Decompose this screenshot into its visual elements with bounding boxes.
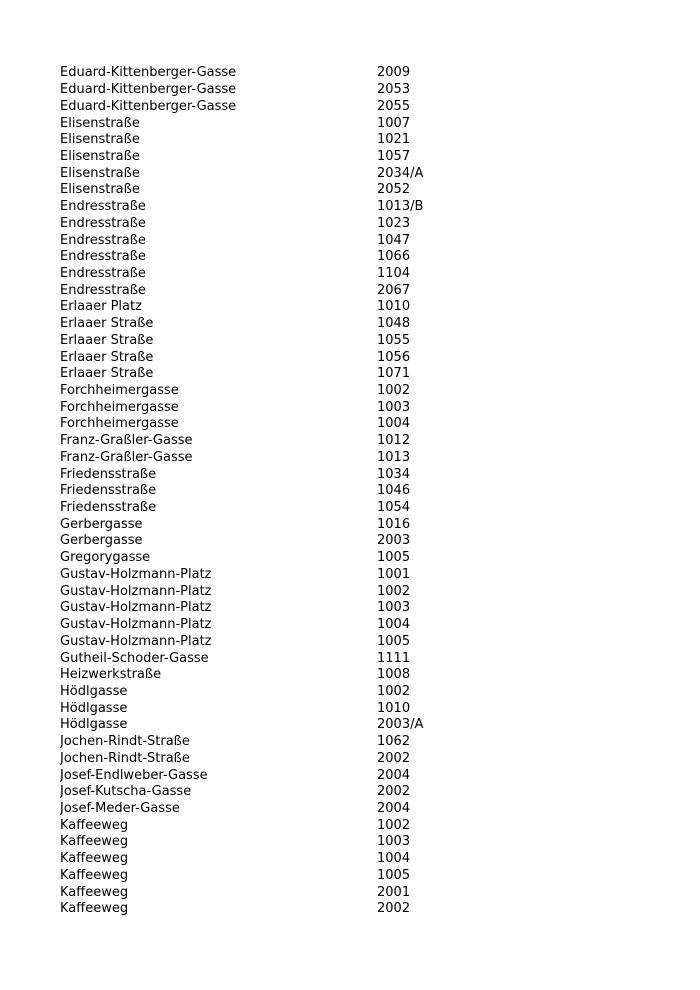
address-row — [60, 316, 660, 333]
house-number: 1013 — [377, 449, 411, 465]
street-name: Gutheil-Schoder-Gasse — [60, 650, 209, 666]
street-name: Kaffeeweg — [60, 834, 129, 850]
address-row — [60, 115, 660, 132]
house-number: 2034/A — [377, 165, 424, 181]
address-row — [60, 199, 660, 216]
street-name: Eduard-Kittenberger-Gasse — [60, 98, 237, 114]
address-row — [60, 333, 660, 350]
street-name: Forchheimergasse — [60, 399, 179, 415]
street-name: Gustav-Holzmann-Platz — [60, 600, 212, 616]
street-name: Hödlgasse — [60, 683, 128, 699]
address-row — [60, 82, 660, 99]
house-number: 1056 — [377, 349, 411, 365]
address-row — [60, 884, 660, 901]
house-number: 1057 — [377, 148, 411, 164]
street-name: Elisenstraße — [60, 148, 140, 164]
street-name: Josef-Kutscha-Gasse — [60, 784, 192, 800]
address-row — [60, 750, 660, 767]
address-row — [60, 700, 660, 717]
address-row — [60, 583, 660, 600]
address-list — [60, 65, 660, 918]
house-number: 1054 — [377, 500, 411, 516]
street-name: Erlaaer Straße — [60, 366, 154, 382]
house-number: 1001 — [377, 566, 411, 582]
street-name: Franz-Graßler-Gasse — [60, 449, 193, 465]
house-number: 1008 — [377, 667, 411, 683]
address-row — [60, 717, 660, 734]
street-name: Endresstraße — [60, 232, 146, 248]
house-number: 2052 — [377, 182, 411, 198]
address-row — [60, 98, 660, 115]
house-number: 1048 — [377, 316, 411, 332]
street-name: Jochen-Rindt-Straße — [60, 750, 190, 766]
street-name: Eduard-Kittenberger-Gasse — [60, 65, 237, 81]
house-number: 1071 — [377, 366, 411, 382]
street-name: Forchheimergasse — [60, 416, 179, 432]
street-name: Friedensstraße — [60, 483, 157, 499]
house-number: 2067 — [377, 282, 411, 298]
street-name: Elisenstraße — [60, 115, 140, 131]
address-row — [60, 868, 660, 885]
house-number: 1002 — [377, 817, 411, 833]
house-number: 1010 — [377, 299, 411, 315]
house-number: 1021 — [377, 132, 411, 148]
house-number: 1002 — [377, 683, 411, 699]
house-number: 2009 — [377, 65, 411, 81]
street-name: Erlaaer Platz — [60, 299, 142, 315]
street-name: Josef-Endlweber-Gasse — [60, 767, 208, 783]
house-number: 1055 — [377, 332, 411, 348]
address-row — [60, 633, 660, 650]
address-row — [60, 383, 660, 400]
address-row — [60, 433, 660, 450]
address-row — [60, 650, 660, 667]
address-row — [60, 901, 660, 918]
street-name: Gerbergasse — [60, 516, 143, 532]
street-name: Franz-Graßler-Gasse — [60, 433, 193, 449]
house-number: 1023 — [377, 215, 411, 231]
house-number: 2002 — [377, 784, 411, 800]
address-row — [60, 182, 660, 199]
address-row — [60, 165, 660, 182]
address-row — [60, 834, 660, 851]
street-name: Friedensstraße — [60, 500, 157, 516]
street-name: Gerbergasse — [60, 533, 143, 549]
street-name: Friedensstraße — [60, 466, 157, 482]
address-row — [60, 282, 660, 299]
house-number: 1003 — [377, 834, 411, 850]
house-number: 1004 — [377, 617, 411, 633]
address-row — [60, 784, 660, 801]
house-number: 1005 — [377, 867, 411, 883]
house-number: 1002 — [377, 583, 411, 599]
house-number: 1010 — [377, 700, 411, 716]
street-name: Jochen-Rindt-Straße — [60, 734, 190, 750]
address-row — [60, 550, 660, 567]
address-row — [60, 266, 660, 283]
street-name: Elisenstraße — [60, 182, 140, 198]
house-number: 1066 — [377, 249, 411, 265]
house-number: 1013/B — [377, 199, 424, 215]
address-row — [60, 500, 660, 517]
street-name: Hödlgasse — [60, 717, 128, 733]
address-row — [60, 450, 660, 467]
house-number: 1005 — [377, 550, 411, 566]
address-row — [60, 366, 660, 383]
street-name: Gustav-Holzmann-Platz — [60, 583, 212, 599]
address-row — [60, 734, 660, 751]
address-row — [60, 600, 660, 617]
house-number: 1004 — [377, 416, 411, 432]
house-number: 1046 — [377, 483, 411, 499]
address-row — [60, 667, 660, 684]
street-name: Kaffeeweg — [60, 884, 129, 900]
house-number: 2004 — [377, 800, 411, 816]
house-number: 2053 — [377, 82, 411, 98]
house-number: 1047 — [377, 232, 411, 248]
street-name: Erlaaer Straße — [60, 332, 154, 348]
street-name: Eduard-Kittenberger-Gasse — [60, 82, 237, 98]
address-row — [60, 801, 660, 818]
address-row — [60, 299, 660, 316]
house-number: 2004 — [377, 767, 411, 783]
house-number: 1034 — [377, 466, 411, 482]
house-number: 1002 — [377, 383, 411, 399]
house-number: 2001 — [377, 884, 411, 900]
street-name: Endresstraße — [60, 199, 146, 215]
street-name: Heizwerkstraße — [60, 667, 162, 683]
street-name: Endresstraße — [60, 265, 146, 281]
address-row — [60, 617, 660, 634]
street-name: Kaffeeweg — [60, 867, 129, 883]
house-number: 1005 — [377, 633, 411, 649]
street-name: Endresstraße — [60, 282, 146, 298]
address-row — [60, 516, 660, 533]
house-number: 2055 — [377, 98, 411, 114]
street-name: Elisenstraße — [60, 132, 140, 148]
street-name: Kaffeeweg — [60, 901, 129, 917]
address-row — [60, 65, 660, 82]
street-name: Kaffeeweg — [60, 817, 129, 833]
house-number: 1016 — [377, 516, 411, 532]
street-name: Gustav-Holzmann-Platz — [60, 566, 212, 582]
house-number: 2003/A — [377, 717, 424, 733]
house-number: 1003 — [377, 600, 411, 616]
house-number: 1104 — [377, 265, 411, 281]
house-number: 1004 — [377, 851, 411, 867]
house-number: 2002 — [377, 750, 411, 766]
address-row — [60, 416, 660, 433]
street-name: Kaffeeweg — [60, 851, 129, 867]
address-row — [60, 533, 660, 550]
address-row — [60, 132, 660, 149]
house-number: 1111 — [377, 650, 411, 666]
street-name: Erlaaer Straße — [60, 349, 154, 365]
address-row — [60, 466, 660, 483]
house-number: 2002 — [377, 901, 411, 917]
address-row — [60, 399, 660, 416]
address-row — [60, 684, 660, 701]
address-row — [60, 149, 660, 166]
address-row — [60, 483, 660, 500]
street-name: Erlaaer Straße — [60, 316, 154, 332]
address-row — [60, 215, 660, 232]
street-name: Gustav-Holzmann-Platz — [60, 617, 212, 633]
address-row — [60, 567, 660, 584]
address-row — [60, 817, 660, 834]
street-name: Elisenstraße — [60, 165, 140, 181]
street-name: Endresstraße — [60, 215, 146, 231]
house-number: 2003 — [377, 533, 411, 549]
street-name: Endresstraße — [60, 249, 146, 265]
house-number: 1062 — [377, 734, 411, 750]
street-name: Forchheimergasse — [60, 383, 179, 399]
street-name: Gregorygasse — [60, 550, 151, 566]
address-row — [60, 767, 660, 784]
house-number: 1007 — [377, 115, 411, 131]
street-name: Gustav-Holzmann-Platz — [60, 633, 212, 649]
address-row — [60, 851, 660, 868]
address-row — [60, 349, 660, 366]
house-number: 1003 — [377, 399, 411, 415]
address-row — [60, 232, 660, 249]
street-name: Josef-Meder-Gasse — [60, 800, 180, 816]
address-row — [60, 249, 660, 266]
house-number: 1012 — [377, 433, 411, 449]
street-name: Hödlgasse — [60, 700, 128, 716]
